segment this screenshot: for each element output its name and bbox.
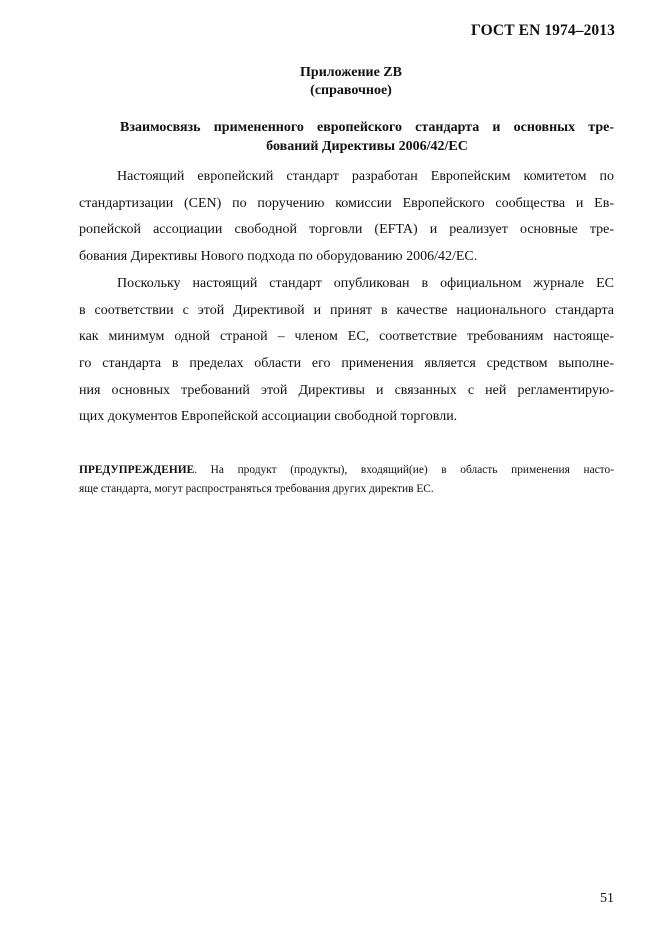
paragraph-line: бования Директивы Нового подхода по оборудованию 2006/42/ЕС.	[79, 249, 478, 265]
paragraph-line: щих документов Европейской ассоциации свободной торговли.	[79, 409, 458, 425]
warning-line: яще стандарта, могут распространяться требования других директив ЕС.	[79, 483, 434, 495]
paragraph-line: ропейской ассоциации свободной торговли (EFTA) и реализует основные тре-	[79, 222, 614, 238]
section-heading-line: бований Директивы 2006/42/ЕС	[266, 139, 468, 154]
annex-subtitle: (справочное)	[310, 83, 392, 98]
paragraph-line: Настоящий европейский стандарт разработан Европейским комитетом по	[117, 169, 614, 184]
paragraph-line: как минимум одной страной – членом ЕС, соответствие требованиям настояще-	[79, 329, 614, 345]
page-number: 51	[600, 891, 614, 906]
annex-title	[0, 64, 661, 100]
section-heading	[120, 118, 614, 156]
section-heading-line: Взаимосвязь примененного европейского стандарта и основных тре-	[120, 120, 614, 135]
warning-text: . На продукт (продукты), входящий(ие) в область применения насто-	[194, 464, 614, 476]
warning-note	[79, 461, 614, 499]
paragraph-line: ния основных требований этой Директивы и связанных с ней регламентирую-	[79, 382, 614, 398]
paragraph-2	[79, 271, 614, 431]
paragraph-1	[79, 164, 614, 271]
annex-title-line: Приложение ZB	[300, 65, 402, 80]
paragraph-line: в соответствии с этой Директивой и принят в качестве национального стандарта	[79, 302, 614, 318]
warning-line	[79, 461, 614, 480]
paragraph-line: Поскольку настоящий стандарт опубликован в официальном журнале ЕС	[117, 276, 614, 291]
document-code: ГОСТ EN 1974–2013	[471, 22, 615, 39]
paragraph-line: го стандарта в пределах области его применения является средством выполне-	[79, 356, 614, 372]
warning-label: ПРЕДУПРЕЖДЕНИЕ	[79, 464, 195, 476]
paragraph-line: стандартизации (CEN) по поручению комиссии Европейского сообщества и Ев-	[79, 195, 614, 211]
